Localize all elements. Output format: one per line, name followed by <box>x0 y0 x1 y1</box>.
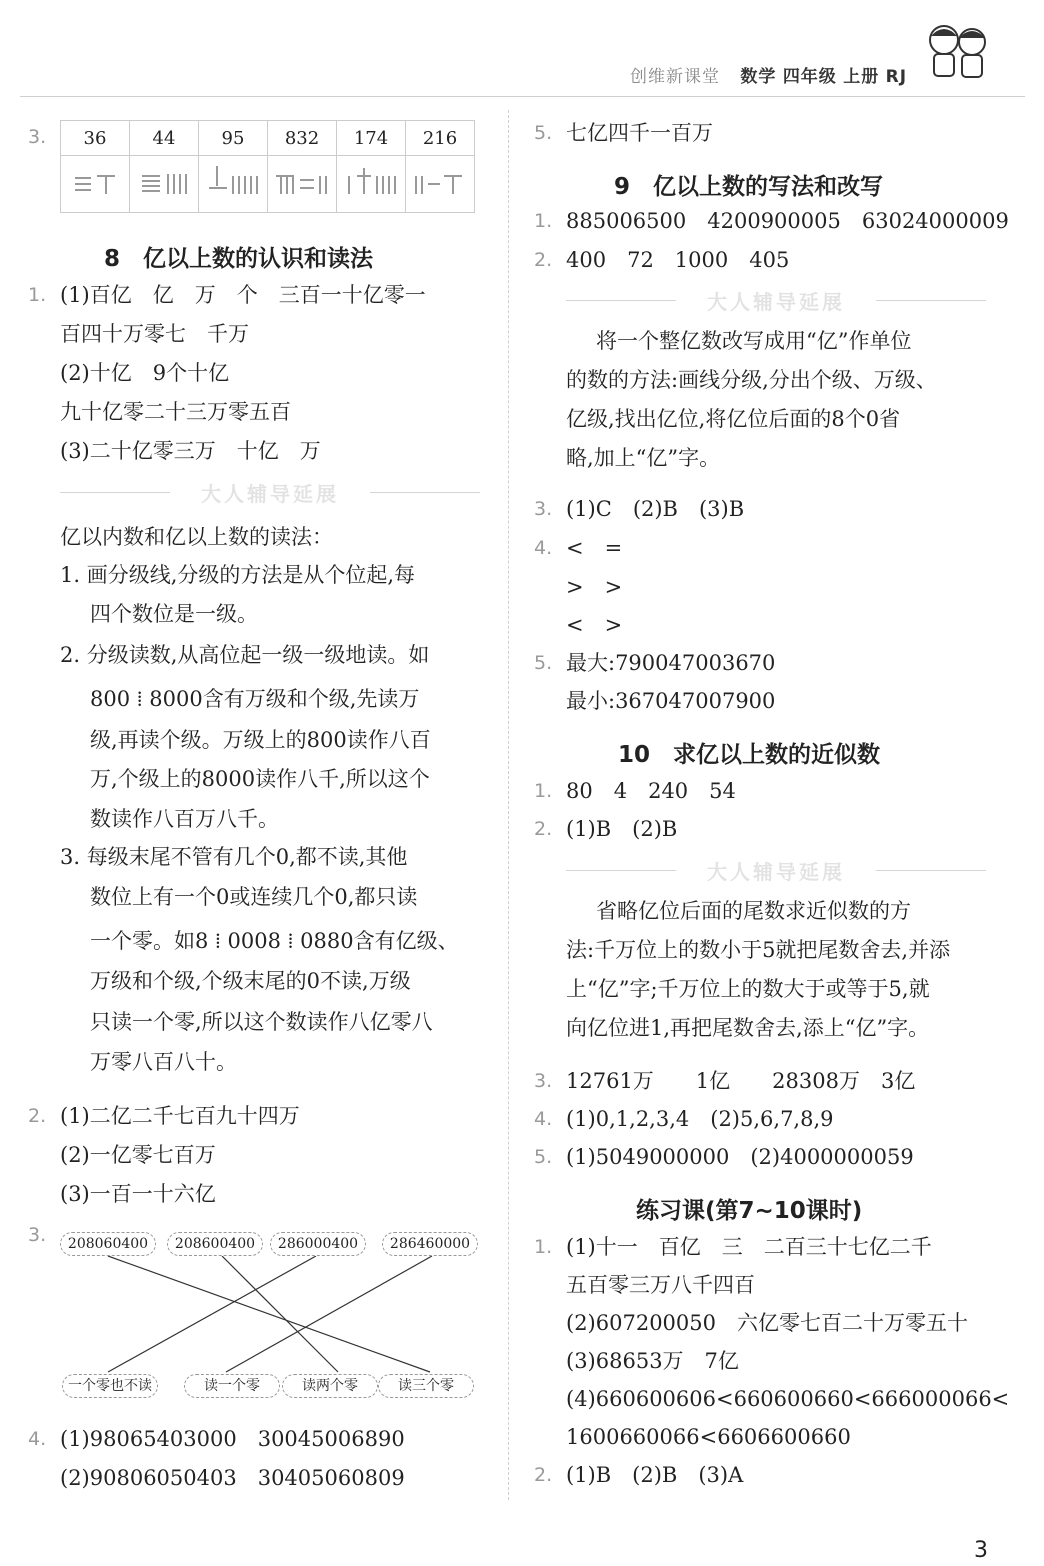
reading-bubble: 读一个零 <box>184 1374 280 1398</box>
question-number: 3. <box>534 498 553 520</box>
grade-text: 四年级 <box>782 67 837 87</box>
answer-line: (1)B (2)B (3)A <box>566 1463 744 1487</box>
answer-line: (1)十一 百亿 三 二百三十七亿二千 <box>566 1235 932 1259</box>
answer-line: 百四十万零七 千万 <box>60 322 249 346</box>
column-divider <box>508 110 509 1500</box>
number-bubble: 208060400 <box>60 1232 156 1256</box>
note-line: 万级和个级,个级末尾的0不读,万级 <box>90 969 411 993</box>
question-number: 3. <box>534 1070 553 1092</box>
answer-line: (1)百亿 亿 万 个 三百一十亿零一 <box>60 283 426 307</box>
mascot-icon <box>922 18 994 88</box>
note-line: 亿级,找出亿位,将亿位后面的8个0省 <box>566 407 901 431</box>
question-number: 5. <box>534 1146 553 1168</box>
reading-bubble: 读两个零 <box>282 1374 378 1398</box>
note-line: 数读作八百万八千。 <box>90 807 279 831</box>
answer-line: (3)二十亿零三万 十亿 万 <box>60 439 321 463</box>
note-line: 级,再读个级。万级上的800读作八百 <box>90 728 431 752</box>
note-line: 略,加上“亿”字。 <box>566 446 721 470</box>
reading-bubble: 读三个零 <box>378 1374 474 1398</box>
answer-line: (2)十亿 9个十亿 <box>60 361 230 385</box>
answer-line: 80 4 240 54 <box>566 779 736 803</box>
section-8-title: 8 亿以上数的认识和读法 <box>104 246 374 272</box>
tutor-extension-banner <box>566 286 986 316</box>
answer-line: 最小:367047007900 <box>566 689 776 713</box>
banner-text: 大人辅导延展 <box>707 860 845 884</box>
question-number: 1. <box>534 210 553 232</box>
question-number: 5. <box>534 122 553 144</box>
answer-line: (1)C (2)B (3)B <box>566 497 745 521</box>
note-line: 亿以内数和亿以上数的读法： <box>60 525 333 549</box>
counting-rod-figure <box>337 156 406 213</box>
number-bubble: 286460000 <box>382 1232 478 1256</box>
answer-line: (2)607200050 六亿零七百二十万零五十 <box>566 1311 968 1335</box>
question-number: 1. <box>534 780 553 802</box>
brand-text: 创维新课堂 <box>630 67 720 87</box>
answer-line: 七亿四千一百万 <box>566 121 713 145</box>
banner-text: 大人辅导延展 <box>201 482 339 506</box>
note-line: 法:千万位上的数小于5就把尾数舍去,并添 <box>566 938 951 962</box>
counter-value: 832 <box>268 121 337 156</box>
practice-title: 练习课(第7~10课时) <box>636 1198 863 1224</box>
subject-text: 数学 <box>740 67 777 87</box>
answer-line: < > <box>566 613 623 637</box>
banner-text: 大人辅导延展 <box>707 290 845 314</box>
counting-rod-figure <box>406 156 475 213</box>
question-number: 2. <box>28 1105 47 1127</box>
reading-bubble: 一个零也不读 <box>62 1374 158 1398</box>
answer-line: (1)0,1,2,3,4 (2)5,6,7,8,9 <box>566 1107 834 1131</box>
answer-line: (3)68653万 7亿 <box>566 1349 739 1373</box>
note-line: 万零八百八十。 <box>90 1050 237 1074</box>
number-bubble: 286000400 <box>270 1232 366 1256</box>
page-number: 3 <box>974 1538 988 1563</box>
note-line: 1. 画分级线,分级的方法是从个位起,每 <box>60 563 416 587</box>
counter-value: 216 <box>406 121 475 156</box>
section-9-title: 9 亿以上数的写法和改写 <box>614 174 884 200</box>
note-line: 2. 分级读数,从高位起一级一级地读。如 <box>60 643 430 667</box>
question-number: 2. <box>534 1464 553 1486</box>
answer-line: (1)98065403000 30045006890 <box>60 1427 405 1451</box>
answer-line: 885006500 4200900005 63024000009 <box>566 209 1009 233</box>
answer-line: 九十亿零二十三万零五百 <box>60 400 291 424</box>
counting-rod-figure <box>199 156 268 213</box>
answer-line: (1)5049000000 (2)4000000059 <box>566 1145 914 1169</box>
question-number: 2. <box>534 249 553 271</box>
question-number: 1. <box>28 284 47 306</box>
counter-table <box>60 120 475 213</box>
note-line: 四个数位是一级。 <box>90 602 258 626</box>
question-number: 3. <box>28 1224 47 1246</box>
answer-line: (3)一百一十六亿 <box>60 1182 216 1206</box>
question-number: 4. <box>534 537 553 559</box>
question-number: 4. <box>28 1428 47 1450</box>
counter-value: 95 <box>199 121 268 156</box>
counting-rod-figure <box>268 156 337 213</box>
answer-line: (4)660600606<660600660<666000066< <box>566 1387 1010 1411</box>
note-line: 的数的方法:画线分级,分出个级、万级、 <box>566 368 937 392</box>
matching-lines <box>60 1256 480 1374</box>
answer-line: (1)二亿二千七百九十四万 <box>60 1104 300 1128</box>
answer-line: < = <box>566 536 623 560</box>
counting-rod-figure <box>61 156 130 213</box>
counter-value: 174 <box>337 121 406 156</box>
answer-line: (2)90806050403 30405060809 <box>60 1466 405 1490</box>
section-10-title: 10 求亿以上数的近似数 <box>618 742 881 768</box>
note-line: 只读一个零,所以这个数读作八亿零八 <box>90 1010 433 1034</box>
note-line: 3. 每级末尾不管有几个0,都不读,其他 <box>60 845 408 869</box>
answer-line: 五百零三万八千四百 <box>566 1273 755 1297</box>
tutor-extension-banner <box>60 478 480 508</box>
counting-rod-figure <box>130 156 199 213</box>
counter-value: 36 <box>61 121 130 156</box>
answer-line: 最大:790047003670 <box>566 651 776 675</box>
answer-line: 400 72 1000 405 <box>566 248 790 272</box>
number-bubble: 208600400 <box>167 1232 263 1256</box>
answer-line: 1600660066<6606600660 <box>566 1425 851 1449</box>
counter-value: 44 <box>130 121 199 156</box>
note-line: 万,个级上的8000读作八千,所以这个 <box>90 767 430 791</box>
header-rule <box>20 96 1025 97</box>
note-line: 数位上有一个0或连续几个0,都只读 <box>90 885 418 909</box>
answer-line: > > <box>566 575 623 599</box>
question-number: 5. <box>534 652 553 674</box>
note-line: 800 ⁞ 8000含有万级和个级,先读万 <box>90 687 420 711</box>
note-line: 向亿位进1,再把尾数舍去,添上“亿”字。 <box>566 1016 930 1040</box>
question-number: 4. <box>534 1108 553 1130</box>
answer-line: (1)B (2)B <box>566 817 678 841</box>
answer-line: (2)一亿零七百万 <box>60 1143 216 1167</box>
edition-text: RJ <box>885 67 908 87</box>
answer-line: 12761万 1亿 28308万 3亿 <box>566 1069 916 1093</box>
note-line: 一个零。如8 ⁞ 0008 ⁞ 0880含有亿级、 <box>90 929 459 953</box>
tutor-extension-banner <box>566 856 986 886</box>
note-line: 省略亿位后面的尾数求近似数的方 <box>596 899 911 923</box>
volume-text: 上册 <box>843 67 880 87</box>
note-line: 将一个整亿数改写成用“亿”作单位 <box>596 329 912 353</box>
question-number: 2. <box>534 818 553 840</box>
question-number: 3. <box>28 126 47 148</box>
note-line: 上“亿”字;千万位上的数大于或等于5,就 <box>566 977 930 1001</box>
question-number: 1. <box>534 1236 553 1258</box>
header <box>630 62 907 87</box>
